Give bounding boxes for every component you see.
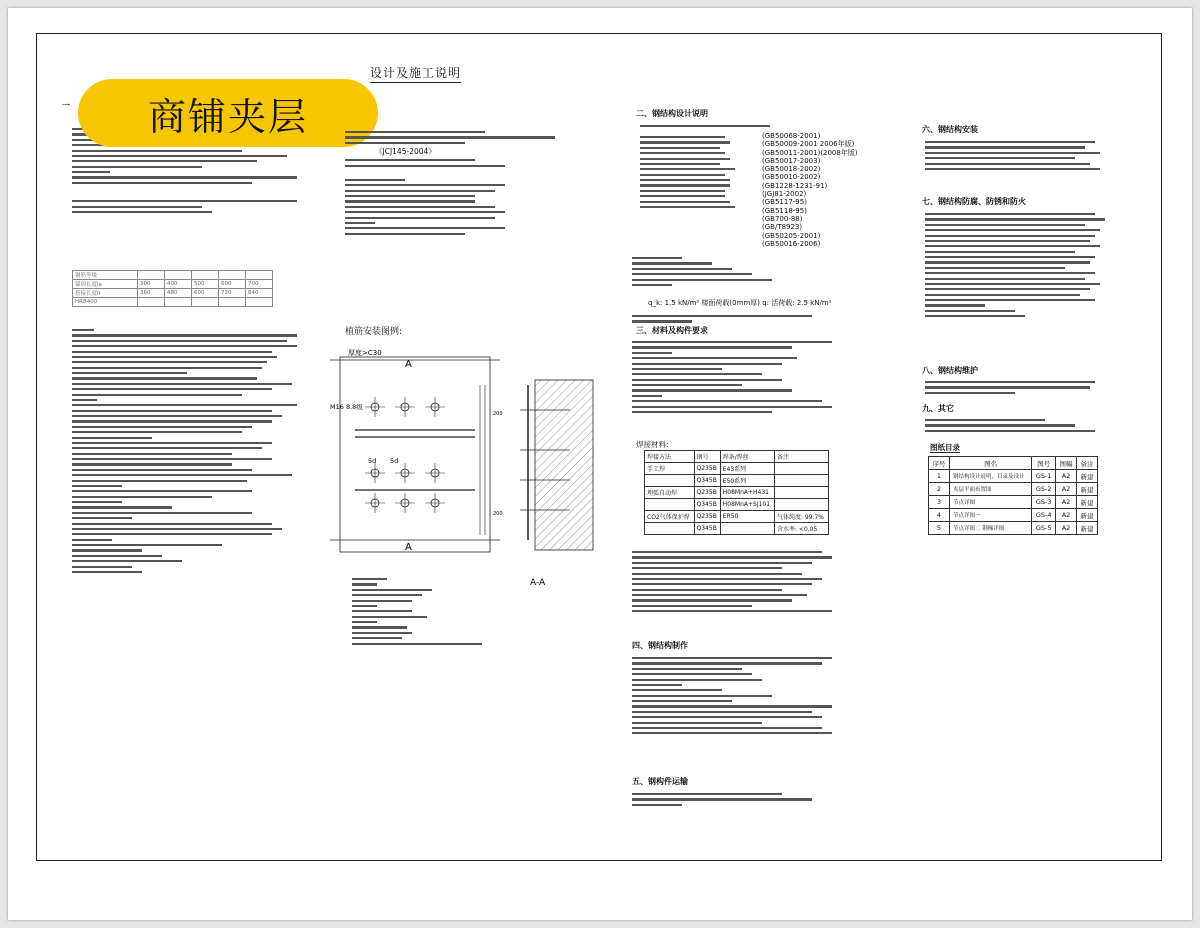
detail-title-anchor: 植筋安装图例: [345, 327, 403, 337]
table-cell: 节点详图二 钢梯详图 [949, 522, 1031, 535]
table-cell: GS-1 [1032, 470, 1056, 483]
table-row [73, 280, 273, 289]
dim-200-bottom: 200 [493, 511, 503, 517]
table-cell: 400 [165, 280, 192, 289]
load-line: q_k: 1.5 kN/m² 楼面荷载(0mm厚) q: 活荷载: 2.5 kN/m² [648, 299, 832, 307]
column-3-notes-a [632, 254, 772, 289]
table-cell: 1 [929, 470, 950, 483]
standard-code: (GB5118-95) [762, 206, 807, 215]
column-4-notes-d [925, 416, 1095, 435]
drawing-title: 设计及施工说明 [370, 64, 461, 83]
column-4-notes-a [925, 138, 1100, 173]
steel-section-heading: 二、钢结构设计说明 [636, 109, 708, 118]
section-mark: 一 [62, 101, 70, 110]
column-4-notes-b [925, 210, 1105, 321]
drawing-index-table [928, 456, 1098, 535]
table-cell [775, 487, 829, 499]
table-row [645, 463, 829, 475]
drawing-index-wrap [928, 456, 1098, 535]
table-cell: 手工焊 [645, 463, 695, 475]
table-cell: 搭接长度ll [73, 289, 138, 298]
section-label-aa: A-A [530, 578, 546, 588]
table-cell: 夹层平面布置图 [949, 483, 1031, 496]
table-cell: GS-4 [1032, 509, 1056, 522]
standard-code: (GB50009-2001 2006年版) [762, 140, 855, 149]
table-cell: 5 [929, 522, 950, 535]
column-3-notes-c [632, 338, 832, 416]
table-cell: H08MnA+SJ101 [720, 499, 774, 511]
standard-code: (GB50010-2002) [762, 173, 821, 182]
table-cell: Q235B [694, 487, 720, 499]
table-cell [138, 271, 165, 280]
table-row [645, 511, 829, 523]
category-badge: 商铺夹层 [78, 79, 378, 147]
table-cell: 300 [138, 280, 165, 289]
table-cell: 3 [929, 496, 950, 509]
table-header-cell: 图幅 [1056, 457, 1077, 470]
table-cell: A2 [1056, 470, 1077, 483]
standards-list-right [762, 132, 858, 248]
column-3-notes-d [632, 548, 832, 616]
table-header-cell: 备注 [1077, 457, 1098, 470]
table-header-cell: 序号 [929, 457, 950, 470]
table-cell [219, 298, 246, 307]
table-cell: 节点详图 [949, 496, 1031, 509]
table-row [929, 496, 1098, 509]
column-3-notes-f [632, 790, 812, 809]
table-cell: Q345B [694, 499, 720, 511]
table-cell: H08MnA+H431 [720, 487, 774, 499]
transport-heading: 五、钢构件运输 [632, 777, 688, 786]
table-cell: 锚固长度la [73, 280, 138, 289]
table-header-row [929, 457, 1098, 470]
section-cut-a-bottom: A [405, 542, 412, 553]
table-row [645, 499, 829, 511]
table-row [73, 289, 273, 298]
table-cell: Q345B [694, 523, 720, 535]
section-cut-a-top: A [405, 359, 412, 370]
table-header-row [645, 451, 829, 463]
table-cell [720, 523, 774, 535]
table-cell: E43系列 [720, 463, 774, 475]
standard-ref: 《JCJ145-2004》 [375, 147, 436, 157]
table-cell: CO2气体保护焊 [645, 511, 695, 523]
table-cell [775, 475, 829, 487]
weld-table-title: 焊接材料: [636, 440, 669, 449]
table-cell: 钢结构设计说明、目录及设计 [949, 470, 1031, 483]
table-cell [645, 523, 695, 535]
table-header-cell: 钢号 [694, 451, 720, 463]
table-cell: 4 [929, 509, 950, 522]
anchor-length-table [72, 270, 273, 307]
standard-code: (GB700-88) [762, 214, 803, 223]
dim-5d-right: 5d [390, 457, 399, 465]
table-header-cell: 图号 [1032, 457, 1056, 470]
table-row [645, 487, 829, 499]
dim-5d-left: 5d [368, 457, 377, 465]
dim-200-top: 200 [493, 411, 503, 417]
table-cell: A2 [1056, 483, 1077, 496]
table-cell: HRB400 [73, 298, 138, 307]
standard-code: (GB50011-2001)(2008年版) [762, 148, 858, 157]
table-cell: 480 [165, 289, 192, 298]
standards-list-left [640, 133, 735, 211]
column-2-notes [345, 128, 555, 238]
other-heading: 九、其它 [922, 404, 954, 413]
table-cell: Q345B [694, 475, 720, 487]
standard-code: (GB50205-2001) [762, 231, 821, 240]
column-3-standards [640, 122, 770, 130]
installation-heading: 六、钢结构安装 [922, 125, 978, 134]
table-cell: 新建 [1077, 496, 1098, 509]
standard-code: (GB/T8923) [762, 223, 803, 232]
table-cell: 含水率: <0.05 [775, 523, 829, 535]
anticorrosion-heading: 七、钢结构防腐、防锈和防火 [922, 197, 1026, 206]
table-cell [645, 475, 695, 487]
standard-code: (GB50018-2002) [762, 165, 821, 174]
table-row [929, 522, 1098, 535]
table-cell [165, 298, 192, 307]
table-cell: A2 [1056, 509, 1077, 522]
table-cell: GS-2 [1032, 483, 1056, 496]
table-cell: 720 [219, 289, 246, 298]
table-cell: 气体纯度: 99.7% [775, 511, 829, 523]
table-cell: GS-5 [1032, 522, 1056, 535]
table-row [929, 483, 1098, 496]
maintenance-heading: 八、钢结构维护 [922, 366, 978, 375]
table-row [929, 509, 1098, 522]
column-1-text-lines-2 [72, 326, 297, 576]
table-row [73, 298, 273, 307]
wall-section-drawing [500, 370, 610, 600]
material-section-heading: 三、材料及构件要求 [636, 326, 708, 335]
table-cell [138, 298, 165, 307]
table-cell: 新建 [1077, 522, 1098, 535]
drawing-index-title: 图纸目录 [930, 443, 960, 452]
table-cell [246, 271, 273, 280]
table-cell: ER50 [720, 511, 774, 523]
concrete-grade-note: 厚度>C30 [348, 349, 382, 357]
table-cell: 钢筋等级 [73, 271, 138, 280]
column-3-notes-e [632, 654, 832, 738]
table-cell: 840 [246, 289, 273, 298]
table-cell [775, 499, 829, 511]
standard-code: (JGJ81-2002) [762, 190, 807, 199]
table-cell: 埋弧自动焊 [645, 487, 695, 499]
column-2-detail-notes [352, 575, 482, 648]
table-cell: 新建 [1077, 470, 1098, 483]
table-cell: 600 [192, 289, 219, 298]
table-row [645, 475, 829, 487]
table-cell: Q235B [694, 463, 720, 475]
table-cell [192, 271, 219, 280]
table-cell: 500 [192, 280, 219, 289]
table-header-cell: 图名 [949, 457, 1031, 470]
table-row [929, 470, 1098, 483]
standard-code: (GB50017-2003) [762, 156, 821, 165]
table-cell [165, 271, 192, 280]
table-cell [775, 463, 829, 475]
table-cell: 600 [219, 280, 246, 289]
table-cell [246, 298, 273, 307]
anchor-label: M16 8.8级 [330, 403, 363, 411]
standard-code: (GB50016-2006) [762, 239, 821, 248]
table-cell: 2 [929, 483, 950, 496]
table-cell: A2 [1056, 496, 1077, 509]
column-3-notes-b [632, 312, 812, 326]
standard-code: (GB1228-1231-91) [762, 181, 828, 190]
table-cell: GS-3 [1032, 496, 1056, 509]
column-4-notes-c [925, 378, 1095, 397]
table-cell: 新建 [1077, 483, 1098, 496]
table-cell [219, 271, 246, 280]
table-row [645, 523, 829, 535]
table-cell: 360 [138, 289, 165, 298]
table-row [73, 271, 273, 280]
table-header-cell: 焊接方法 [645, 451, 695, 463]
table-header-cell: 焊条/焊丝 [720, 451, 774, 463]
standard-code: (GB50068-2001) [762, 132, 821, 140]
weld-material-table-wrap [644, 450, 829, 535]
table-cell: E50系列 [720, 475, 774, 487]
table-header-cell: 备注 [775, 451, 829, 463]
weld-material-table [644, 450, 829, 535]
table-cell: A2 [1056, 522, 1077, 535]
table-cell: 新建 [1077, 509, 1098, 522]
standard-code: (GB5117-95) [762, 198, 807, 207]
table-cell [645, 499, 695, 511]
table-cell [192, 298, 219, 307]
column-1-table [72, 270, 273, 307]
table-cell: 节点详图一 [949, 509, 1031, 522]
table-cell: 700 [246, 280, 273, 289]
table-cell: Q235B [694, 511, 720, 523]
fabrication-heading: 四、钢结构制作 [632, 641, 688, 650]
